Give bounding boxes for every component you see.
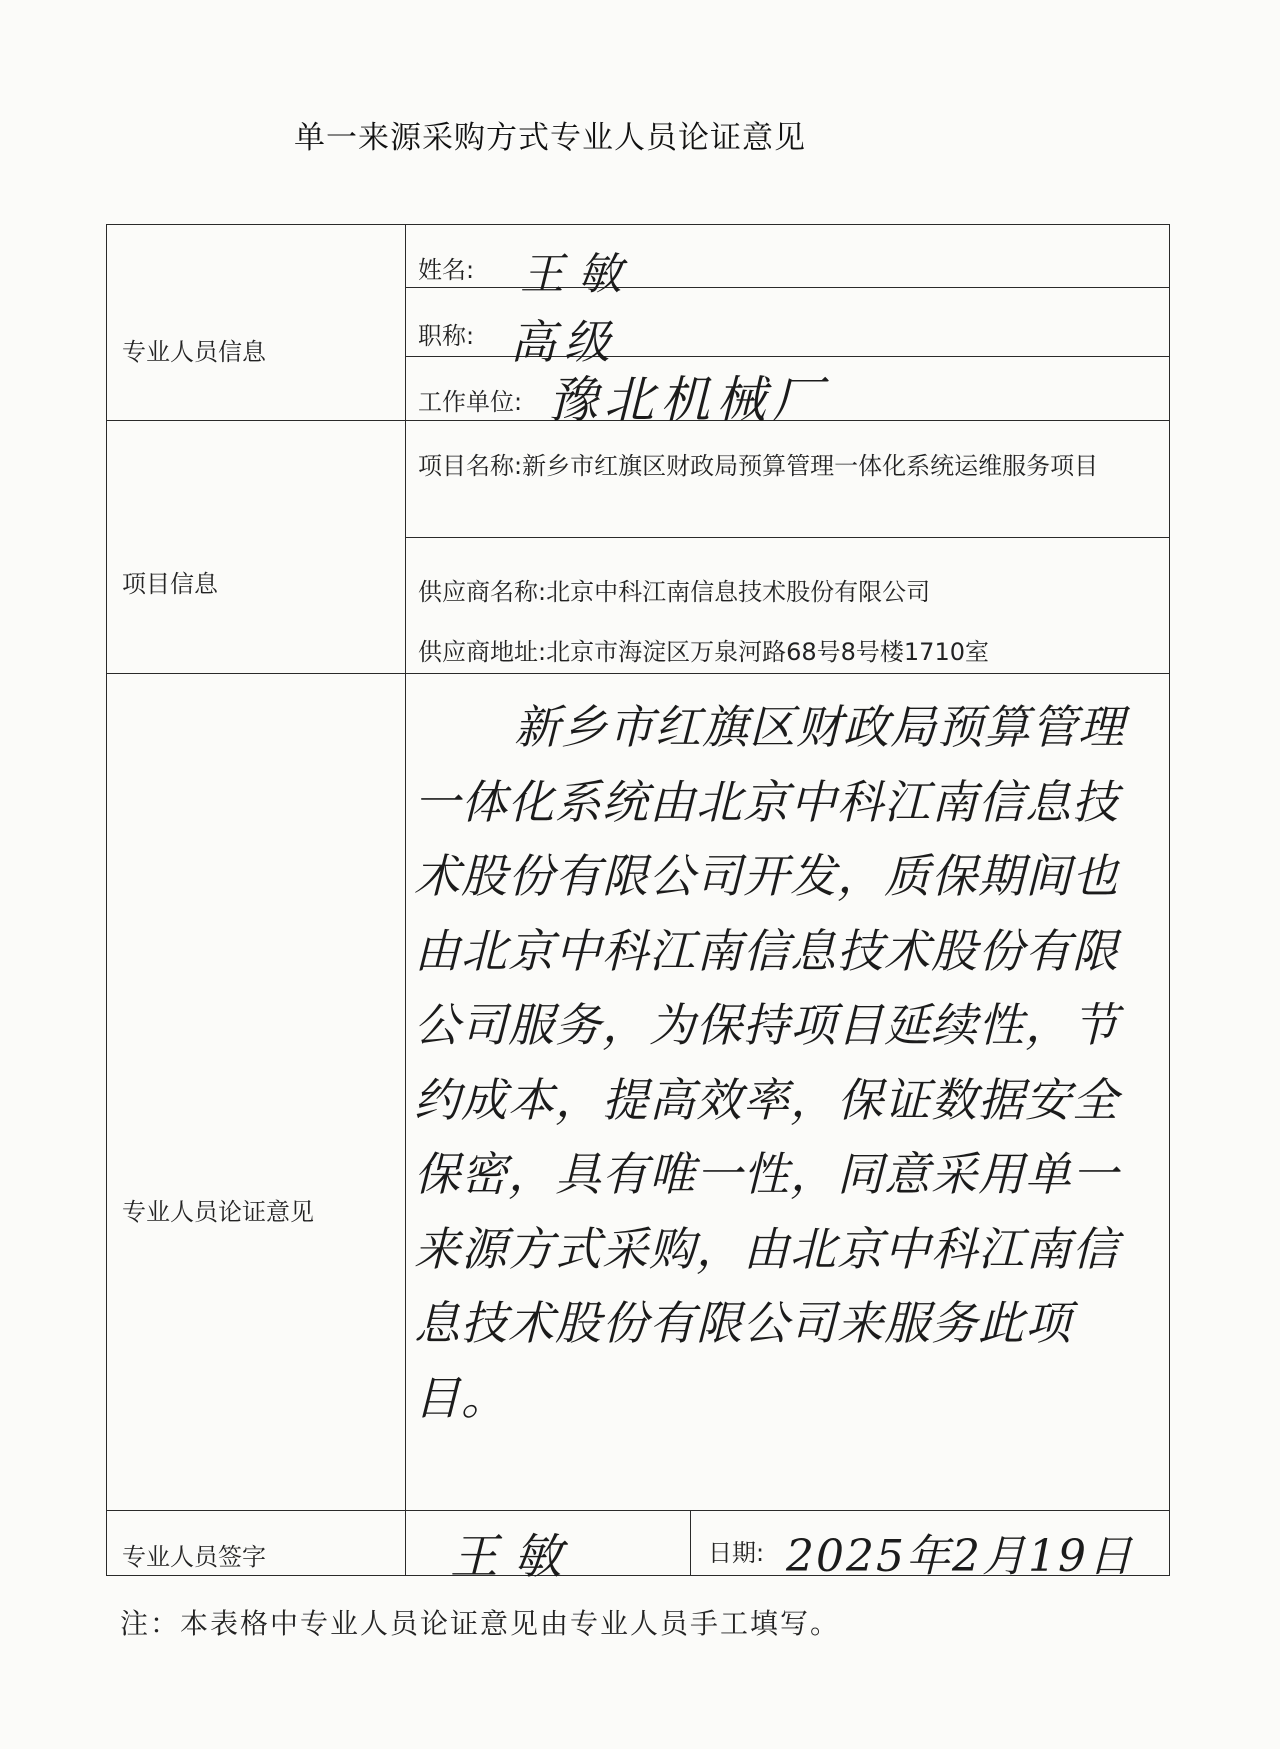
column-divider — [405, 224, 406, 1576]
document-title: 单一来源采购方式专业人员论证意见 — [294, 120, 806, 156]
name-key: 姓名: — [418, 256, 475, 284]
title-field — [418, 316, 474, 351]
date-key: 日期: — [708, 1539, 765, 1567]
name-field — [418, 250, 474, 285]
signature-label: 专业人员签字 — [122, 1543, 266, 1571]
title-key: 职称: — [418, 322, 475, 350]
title-handwritten: 高级 — [510, 315, 618, 369]
date-divider — [690, 1510, 691, 1576]
row-divider-opinion — [106, 1510, 1170, 1511]
supplier-address-key: 供应商地址: — [418, 638, 547, 666]
employer-key: 工作单位: — [418, 388, 523, 416]
project-name-value: 新乡市红旗区财政局预算管理一体化系统运维服务项目 — [522, 452, 1099, 480]
supplier-address-field — [418, 632, 989, 667]
employer-field — [418, 382, 522, 417]
row-divider-project-name — [405, 537, 1170, 538]
footnote: 注：本表格中专业人员论证意见由专业人员手工填写。 — [120, 1607, 841, 1640]
project-name-field — [418, 446, 1166, 486]
row-divider-project — [106, 673, 1170, 674]
opinion-handwritten-text: 新乡市红旗区财政局预算管理一体化系统由北京中科江南信息技术股份有限公司开发，质保期间也由北京中科江南信息技术股份有限公司服务，为保持项目延续性，节约成本，提高效率，保证数据安全保密，具有唯一性，同意采用单一来源方式采购，由北京中科江南信息技术股份有限公司来服务此项目。 — [414, 700, 1125, 1425]
project-name-key: 项目名称: — [418, 452, 523, 480]
supplier-name-value: 北京中科江南信息技术股份有限公司 — [546, 578, 931, 606]
opinion-label: 专业人员论证意见 — [122, 1198, 314, 1226]
supplier-address-value: 北京市海淀区万泉河路68号8号楼1710室 — [546, 638, 989, 666]
personnel-info-label: 专业人员信息 — [122, 338, 266, 366]
signature-handwritten: 王敏 — [450, 1529, 579, 1585]
supplier-name-field — [418, 572, 930, 607]
date-field — [708, 1533, 764, 1568]
project-info-label: 项目信息 — [122, 570, 218, 598]
employer-handwritten: 豫北机械厂 — [548, 371, 828, 429]
supplier-name-key: 供应商名称: — [418, 578, 547, 606]
date-handwritten: 2025年2月19日 — [786, 1531, 1134, 1582]
name-handwritten: 王敏 — [520, 249, 636, 300]
